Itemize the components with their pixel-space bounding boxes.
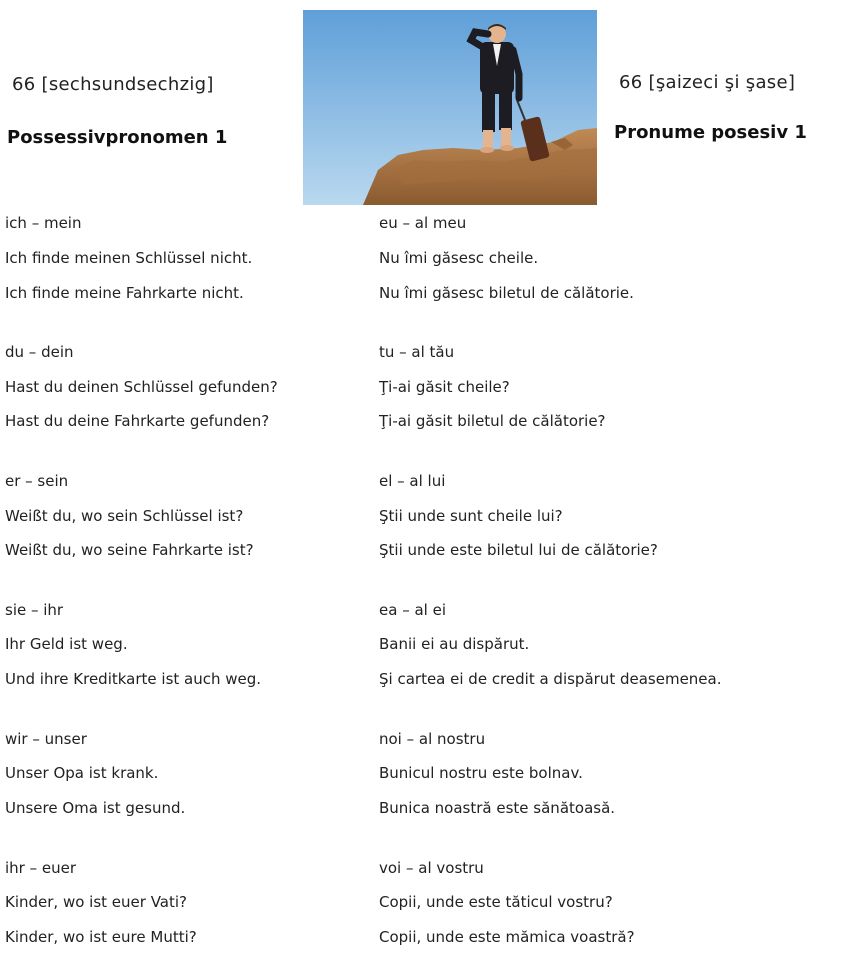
phrase-ro: Copii, unde este tăticul vostru? [379, 893, 613, 911]
lesson-title-ro: Pronume posesiv 1 [614, 122, 807, 143]
phrase-de: Unser Opa ist krank. [5, 764, 159, 782]
phrase-ro: Bunicul nostru este bolnav. [379, 764, 583, 782]
phrase-ro: Şi cartea ei de credit a dispărut deasemenea. [379, 670, 722, 688]
phrase-de: Ich finde meine Fahrkarte nicht. [5, 284, 244, 302]
phrase-ro: Ştii unde este biletul lui de călătorie? [379, 541, 658, 559]
phrase-row [0, 375, 849, 399]
phrase-row [0, 761, 849, 785]
phrase-row [0, 632, 849, 656]
lesson-title-de: Possessivpronomen 1 [7, 127, 228, 148]
phrase-de: Ihr Geld ist weg. [5, 635, 128, 653]
phrase-ro: Nu îmi găsesc biletul de călătorie. [379, 284, 634, 302]
phrase-de: sie – ihr [5, 601, 64, 619]
phrase-ro: Banii ei au dispărut. [379, 635, 530, 653]
phrase-row [0, 598, 849, 622]
phrase-de: er – sein [5, 472, 69, 490]
phrase-ro: Ţi-ai găsit cheile? [379, 378, 510, 396]
traveler-photo [303, 10, 597, 205]
phrase-ro: Nu îmi găsesc cheile. [379, 249, 539, 267]
phrase-row [0, 211, 849, 235]
phrase-de: Kinder, wo ist eure Mutti? [5, 928, 197, 946]
phrase-de: Weißt du, wo sein Schlüssel ist? [5, 507, 244, 525]
phrase-de: wir – unser [5, 730, 87, 748]
phrase-row [0, 281, 849, 305]
phrase-de: Hast du deine Fahrkarte gefunden? [5, 412, 270, 430]
phrase-row [0, 340, 849, 364]
phrase-ro: tu – al tău [379, 343, 455, 361]
phrase-row [0, 409, 849, 433]
phrase-row [0, 925, 849, 949]
phrase-ro: noi – al nostru [379, 730, 486, 748]
phrase-row [0, 469, 849, 493]
phrase-ro: eu – al meu [379, 214, 467, 232]
phrase-row [0, 667, 849, 691]
phrase-row [0, 727, 849, 751]
phrase-ro: el – al lui [379, 472, 446, 490]
phrase-de: du – dein [5, 343, 74, 361]
phrase-de: Kinder, wo ist euer Vati? [5, 893, 188, 911]
phrase-de: ich – mein [5, 214, 82, 232]
phrase-de: Ich finde meinen Schlüssel nicht. [5, 249, 253, 267]
phrase-de: Weißt du, wo seine Fahrkarte ist? [5, 541, 254, 559]
phrase-ro: Ştii unde sunt cheile lui? [379, 507, 563, 525]
phrase-de: Und ihre Kreditkarte ist auch weg. [5, 670, 262, 688]
phrase-de: Unsere Oma ist gesund. [5, 799, 186, 817]
phrase-ro: Copii, unde este mămica voastră? [379, 928, 635, 946]
phrase-de: Hast du deinen Schlüssel gefunden? [5, 378, 278, 396]
lesson-number-de: 66 [sechsundsechzig] [12, 74, 214, 95]
phrase-row [0, 504, 849, 528]
phrase-row [0, 796, 849, 820]
phrase-row [0, 856, 849, 880]
phrase-row [0, 246, 849, 270]
phrase-ro: ea – al ei [379, 601, 446, 619]
phrase-ro: Bunica noastră este sănătoasă. [379, 799, 616, 817]
phrase-row [0, 538, 849, 562]
phrase-de: ihr – euer [5, 859, 77, 877]
lesson-number-ro: 66 [şaizeci şi şase] [619, 72, 796, 93]
phrase-ro: Ţi-ai găsit biletul de călătorie? [379, 412, 606, 430]
phrase-ro: voi – al vostru [379, 859, 484, 877]
phrase-row [0, 890, 849, 914]
